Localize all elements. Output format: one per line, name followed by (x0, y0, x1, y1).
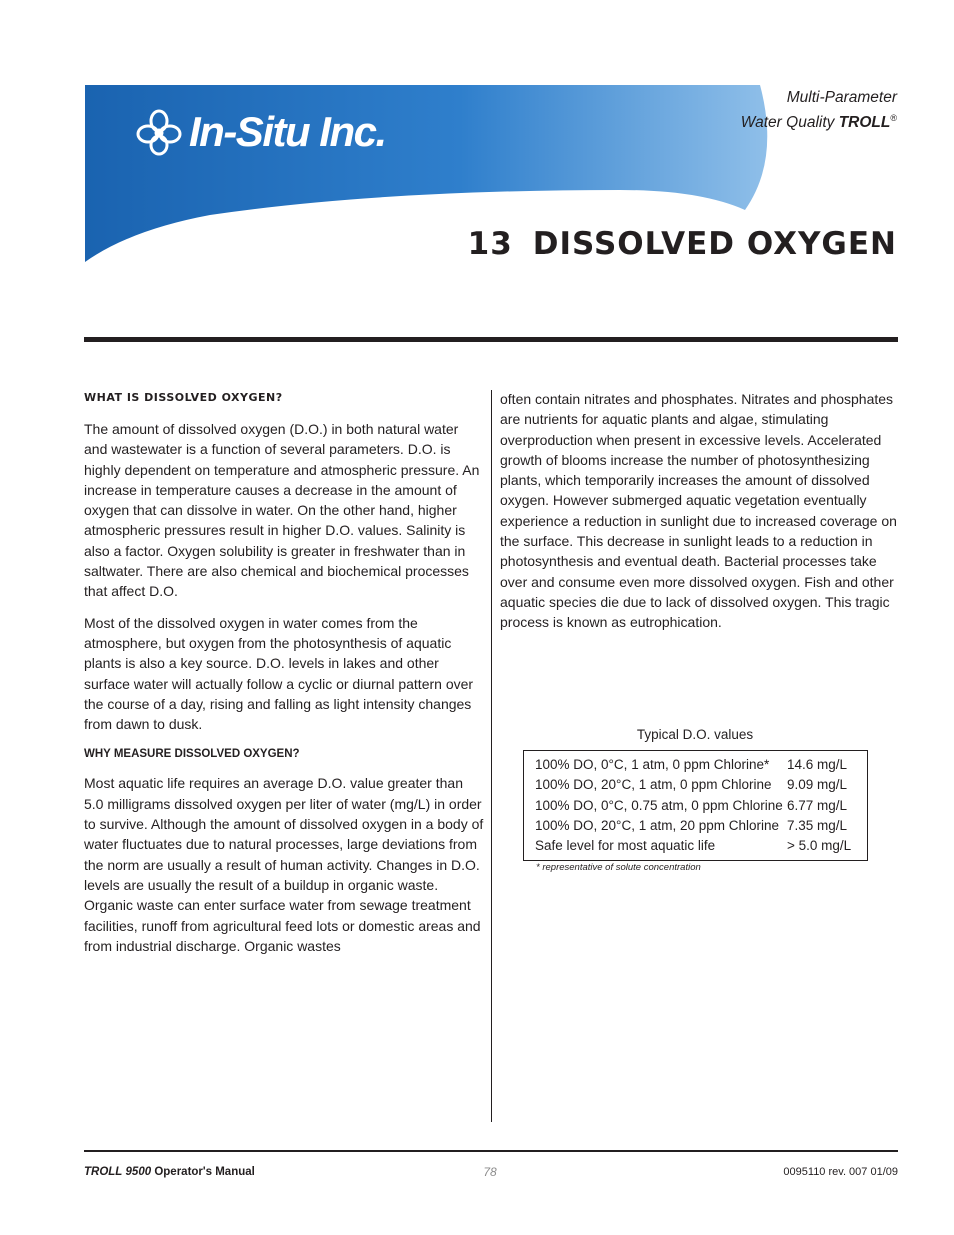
column-divider (491, 390, 492, 1122)
brand-name: In-Situ Inc. (189, 108, 386, 155)
do-values-table (523, 750, 868, 861)
chapter-name: DISSOLVED OXYGEN (532, 226, 897, 262)
chapter-title (468, 226, 897, 262)
table-row (535, 816, 847, 836)
table-cell-label: 100% DO, 0°C, 0.75 atm, 0 ppm Chlorine (535, 798, 783, 813)
header-rule (84, 337, 898, 342)
section-heading-why: WHY MEASURE DISSOLVED OXYGEN? (84, 748, 300, 761)
table-cell-label: 100% DO, 20°C, 1 atm, 0 ppm Chlorine (535, 777, 772, 792)
document-number: 0095110 rev. 007 01/09 (783, 1166, 898, 1178)
product-line-1: Multi-Parameter (786, 89, 897, 106)
table-cell-value: > 5.0 mg/L (787, 838, 852, 853)
table-row (535, 755, 847, 775)
header-swoosh (0, 0, 954, 340)
product-brand: TROLL (838, 114, 891, 132)
product-line-2 (741, 108, 897, 133)
right-column (500, 389, 898, 644)
table-cell-value: 7.35 mg/L (787, 818, 848, 833)
table-cell-label: Safe level for most aquatic life (535, 838, 716, 853)
section-heading-what: WHAT IS DISSOLVED OXYGEN? (84, 391, 283, 404)
manual-title (84, 1166, 255, 1178)
company-logo (135, 108, 386, 156)
manual-model: 9500 (125, 1166, 152, 1178)
table-caption: Typical D.O. values (636, 727, 754, 742)
product-prefix: Water Quality (740, 114, 835, 132)
table-cell-label: 100% DO, 20°C, 1 atm, 20 ppm Chlorine (535, 818, 780, 833)
table-row (535, 836, 851, 856)
table-row (535, 775, 847, 795)
product-name (741, 88, 897, 133)
table-cell-value: 14.6 mg/L (787, 757, 848, 772)
paragraph: often contain nitrates and phosphates. Nitrates and phosphates are nutrients for aquatic plants and algae, stimulating overproduction when present in excessive levels. Accelerated growth of blooms increase the number of photosynthesizing plants, which temporarily increases the amount of dissolved oxygen. However submerged aquatic vegetation eventually experience a reduction in sunlight due to increased coverage on the surface. This decrease in sunlight leads to a reduction in photosynthesis and eventual death. Bacterial processes take over and consume even more dissolved oxygen. Fish and other aquatic species die due to lack of dissolved oxygen. This tragic process is known as eutrophication. (500, 391, 897, 631)
paragraph: The amount of dissolved oxygen (D.O.) in both natural water and wastewater is a function of several parameters. D.O. is highly dependent on temperature and atmospheric pressure. An increase in temperature causes a decrease in the amount of oxygen that can dissolve in water. On the other hand, higher atmospheric pressures result in higher D.O. values. Salinity is also a factor. Oxygen solubility is greater in freshwater than in saltwater. There are also chemical and biochemical processes that affect D.O. (84, 421, 480, 600)
footer-rule (84, 1150, 898, 1152)
table-row (535, 796, 847, 816)
paragraph: Most aquatic life requires an average D.O. value greater than 5.0 milligrams dissolved oxygen per liter of water (mg/L) in order to survive. Although the amount of dissolved oxygen in a body of water fluctuates due to natural processes, large deviations from the norm are usually a result of human activity. Changes in D.O. levels are usually the result of a buildup in organic waste. Organic waste can enter surface water from sewage treatment facilities, runoff from agricultural feed lots or domestic areas and from industrial discharge. Organic wastes (84, 775, 484, 954)
manual-brand: TROLL (84, 1166, 123, 1178)
chapter-number: 13 (467, 226, 513, 262)
flower-logo-icon (135, 108, 183, 156)
table-cell-label: 100% DO, 0°C, 1 atm, 0 ppm Chlorine* (535, 757, 770, 772)
left-column (84, 390, 484, 967)
table-footnote: * representative of solute concentration (536, 862, 701, 873)
paragraph: Most of the dissolved oxygen in water comes from the atmosphere, but oxygen from the photosynthesis of aquatic plants is also a key source. D.O. levels in lakes and other surface water will actually follow a cyclic or diurnal pattern over the course of a day, rising and falling as light intensity changes from dawn to dusk. (84, 614, 474, 733)
manual-label: Operator's Manual (154, 1166, 255, 1178)
registered-mark: ® (890, 113, 897, 123)
table-cell-value: 6.77 mg/L (787, 798, 848, 813)
table-cell-value: 9.09 mg/L (787, 777, 848, 792)
page-number: 78 (483, 1165, 497, 1179)
